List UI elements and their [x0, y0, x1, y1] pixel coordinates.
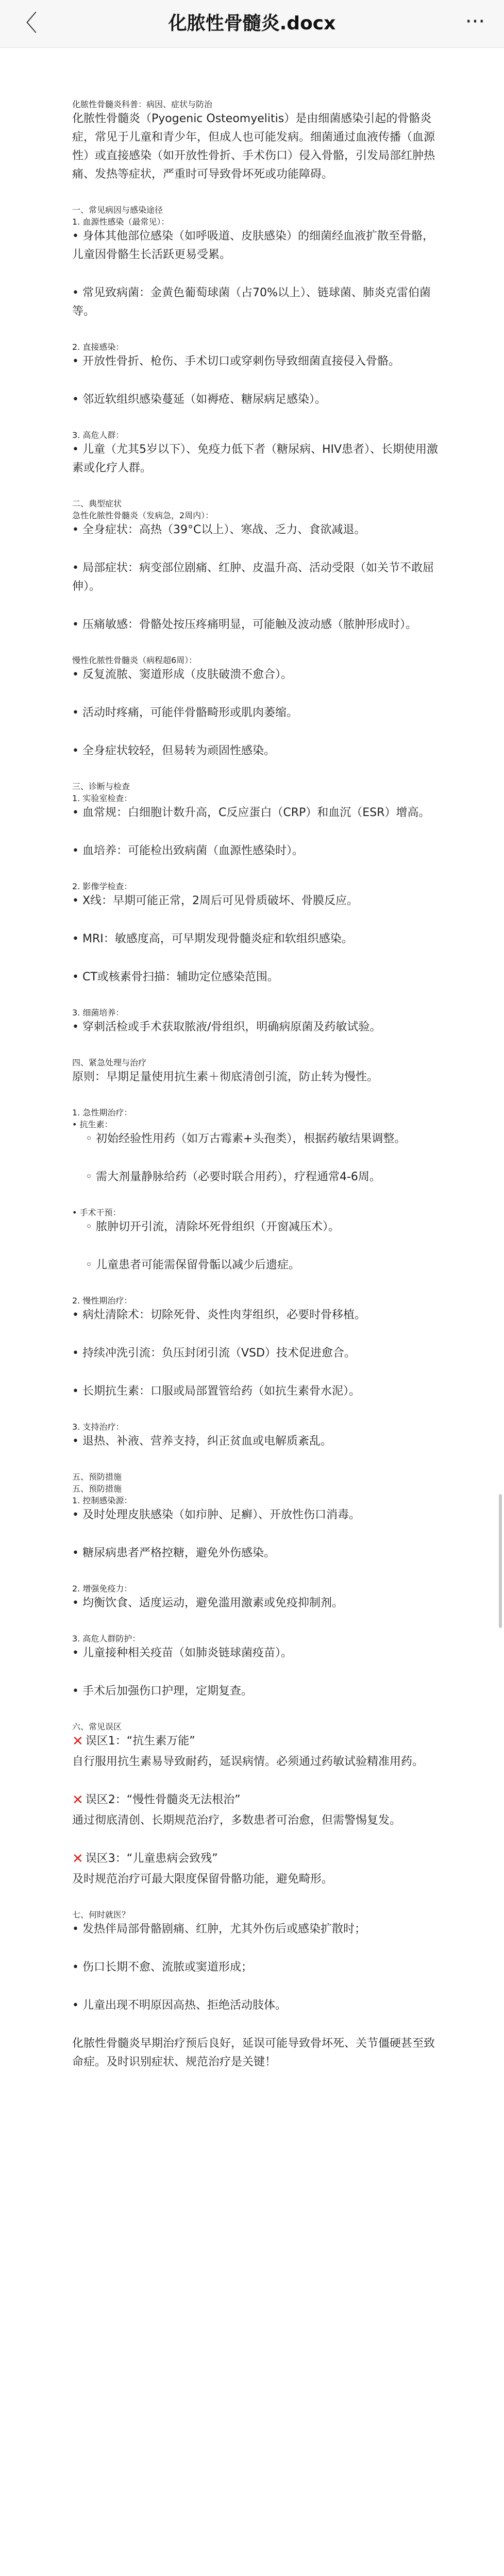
paragraph-text: 1. 急性期治疗：: [72, 1108, 132, 1117]
paragraph-text: 化脓性骨髓炎（Pyogenic Osteomyelitis）是由细菌感染引起的骨骼炎症，常见于儿童和青少年，但成人也可能发病。细菌通过血液传播（血源性）或直接感染（如开放性骨折、手术伤口）侵入骨骼，引发局部红肿热痛、发热等症状，严重时可导致骨坏死或功能障碍。: [72, 112, 435, 181]
doc-paragraph: [72, 930, 440, 948]
doc-paragraph: [72, 892, 440, 910]
doc-heading: [72, 1056, 440, 1068]
doc-paragraph: [72, 1811, 440, 1830]
paragraph-text: 五、预防措施: [72, 1484, 122, 1494]
doc-paragraph: [72, 1306, 440, 1325]
doc-heading: [72, 1494, 440, 1506]
doc-paragraph: [72, 352, 440, 371]
document-title: 化脓性骨髓炎.docx: [168, 13, 336, 34]
red-cross-icon: ✕: [72, 1734, 83, 1749]
paragraph-text: • 手术干预：: [72, 1208, 121, 1217]
doc-paragraph: [72, 666, 440, 684]
paragraph-text: • 压痛敏感：骨骼处按压疼痛明显，可能触及波动感（脓肿形成时）。: [72, 618, 417, 631]
doc-paragraph: [72, 616, 440, 634]
paragraph-text: 七、何时就医？: [72, 1910, 130, 1920]
paragraph-text: ◦ 脓肿切开引流，清除坏死骨组织（开窗减压术）。: [86, 1221, 340, 1233]
doc-paragraph: [72, 1920, 440, 1939]
paragraph-text: 四、紧急处理与治疗: [72, 1058, 147, 1067]
red-cross-icon: ✕: [72, 1851, 83, 1867]
paragraph-text: 慢性化脓性骨髓炎（病程超6周）：: [72, 655, 197, 665]
doc-heading: [72, 1294, 440, 1306]
chevron-left-icon[interactable]: 〈: [14, 10, 37, 37]
doc-paragraph: [72, 1256, 440, 1275]
doc-heading: [72, 497, 440, 509]
doc-paragraph: [72, 968, 440, 987]
doc-paragraph: [72, 1018, 440, 1037]
more-dots-icon[interactable]: ···: [465, 10, 485, 33]
doc-paragraph: [72, 440, 440, 478]
doc-paragraph: [72, 1732, 440, 1751]
doc-heading: [72, 1118, 440, 1130]
paragraph-text: 2. 影像学检查：: [72, 882, 132, 891]
paragraph-text: ◦ 初始经验性用药（如万古霉素+头孢类），根据药敏结果调整。: [86, 1132, 406, 1145]
doc-heading: [72, 341, 440, 352]
paragraph-text: • 持续冲洗引流：负压封闭引流（VSD）技术促进愈合。: [72, 1347, 356, 1360]
paragraph-text: • 血培养：可能检出致病菌（血源性感染时）。: [72, 844, 304, 857]
paragraph-text: • 伤口长期不愈、流脓或窦道形成；: [72, 1961, 253, 1974]
paragraph-text: 一、常见病因与感染途径: [72, 205, 163, 215]
paragraph-text: 六、常见误区: [72, 1722, 122, 1732]
paragraph-text: • CT或核素骨扫描：辅助定位感染范围。: [72, 971, 279, 984]
paragraph-text: • 手术后加强伤口护理，定期复查。: [72, 1685, 253, 1698]
paragraph-text: • 儿童（尤其5岁以下）、免疫力低下者（糖尿病、HIV患者）、长期使用激素或化疗人群。: [72, 443, 439, 474]
doc-paragraph: [72, 1068, 440, 1087]
paragraph-text: • MRI：敏感度高，可早期发现骨髓炎症和软组织感染。: [72, 933, 353, 945]
paragraph-text: 误区2：“慢性骨髓炎无法根治”: [85, 1793, 241, 1806]
doc-heading: [72, 1206, 440, 1218]
doc-paragraph: [72, 2035, 440, 2072]
document-page: [72, 57, 440, 2072]
paragraph-text: 误区1：“抗生素万能”: [85, 1735, 195, 1748]
doc-paragraph: [72, 1753, 440, 1771]
doc-heading: [72, 880, 440, 892]
paragraph-text: • 均衡饮食、适度运动，避免滥用激素或免疫抑制剂。: [72, 1597, 343, 1609]
doc-paragraph: [72, 1544, 440, 1563]
doc-paragraph: [72, 391, 440, 409]
doc-paragraph: [72, 1682, 440, 1701]
doc-heading: [72, 792, 440, 804]
paragraph-text: • 抗生素：: [72, 1120, 113, 1129]
paragraph-text: 化脓性骨髓炎科普：病因、症状与防治: [72, 99, 213, 109]
doc-heading: [72, 1470, 440, 1482]
doc-heading: [72, 1006, 440, 1018]
paragraph-text: 化脓性骨髓炎早期治疗预后良好，延误可能导致骨坏死、关节僵硬甚至致命症。及时识别症状、规范治疗是关键！: [72, 2037, 435, 2069]
paragraph-text: • 糖尿病患者严格控糖，避免外伤感染。: [72, 1547, 275, 1560]
paragraph-text: 二、典型症状: [72, 499, 122, 509]
paragraph-text: 三、诊断与检查: [72, 782, 130, 791]
doc-paragraph: [72, 1432, 440, 1451]
paragraph-text: • 常见致病菌：金黄色葡萄球菌（占70%以上）、链球菌、肺炎克雷伯菌等。: [72, 286, 431, 318]
doc-paragraph: [72, 1644, 440, 1663]
paragraph-text: 1. 控制感染源：: [72, 1496, 132, 1505]
doc-heading: [72, 1720, 440, 1732]
doc-paragraph: [72, 1870, 440, 1889]
paragraph-text: 原则：早期足量使用抗生素＋彻底清创引流，防止转为慢性。: [72, 1071, 379, 1083]
doc-paragraph: [72, 1130, 440, 1148]
paragraph-text: ◦ 儿童患者可能需保留骨骺以减少后遗症。: [86, 1259, 300, 1272]
document-viewer[interactable]: [0, 57, 504, 2576]
paragraph-text: • 血常规：白细胞计数升高，C反应蛋白（CRP）和血沉（ESR）增高。: [72, 806, 430, 819]
paragraph-text: • 发热伴局部骨骼剧痛、红肿，尤其外伤后或感染扩散时；: [72, 1923, 366, 1936]
doc-heading: [72, 780, 440, 792]
paragraph-text: • X线：早期可能正常，2周后可见骨质破坏、骨膜反应。: [72, 894, 359, 907]
paragraph-text: 通过彻底清创、长期规范治疗，多数患者可治愈，但需警惕复发。: [72, 1814, 401, 1827]
paragraph-text: • 及时处理皮肤感染（如疖肿、足癣）、开放性伤口消毒。: [72, 1509, 360, 1521]
paragraph-text: 3. 支持治疗：: [72, 1422, 124, 1432]
doc-heading: [72, 654, 440, 666]
doc-heading: [72, 215, 440, 227]
doc-paragraph: [72, 1344, 440, 1363]
doc-heading: [72, 1908, 440, 1920]
paragraph-text: 3. 高危人群：: [72, 430, 124, 440]
paragraph-text: • 身体其他部位感染（如呼吸道、皮肤感染）的细菌经血液扩散至骨骼，儿童因骨骼生长活跃更易受累。: [72, 230, 434, 261]
paragraph-text: 误区3：“儿童患病会致残”: [85, 1852, 218, 1865]
doc-paragraph: [72, 1168, 440, 1187]
paragraph-text: 3. 细菌培养：: [72, 1008, 124, 1018]
paragraph-text: • 退热、补液、营养支持，纠正贫血或电解质紊乱。: [72, 1435, 332, 1448]
paragraph-text: 1. 血源性感染（最常见）：: [72, 217, 170, 227]
paragraph-text: • 全身症状：高热（39°C以上）、寒战、乏力、食欲减退。: [72, 523, 366, 536]
paragraph-text: • 全身症状较轻，但易转为顽固性感染。: [72, 744, 275, 757]
doc-paragraph: [72, 284, 440, 321]
paragraph-text: • 儿童接种相关疫苗（如肺炎链球菌疫苗）。: [72, 1647, 292, 1659]
doc-heading: [72, 509, 440, 521]
paragraph-text: 自行服用抗生素易导致耐药，延误病情。必须通过药敏试验精准用药。: [72, 1755, 424, 1768]
doc-heading: [72, 98, 440, 110]
paragraph-text: • 穿刺活检或手术获取脓液/骨组织，明确病原菌及药敏试验。: [72, 1021, 381, 1033]
paragraph-text: • 开放性骨折、枪伤、手术切口或穿刺伤导致细菌直接侵入骨骼。: [72, 355, 400, 368]
paragraph-text: • 儿童出现不明原因高热、拒绝活动肢体。: [72, 1999, 287, 2012]
doc-paragraph: [72, 742, 440, 760]
doc-paragraph: [72, 842, 440, 860]
paragraph-text: • 病灶清除术：切除死骨、炎性肉芽组织，必要时骨移植。: [72, 1309, 366, 1321]
paragraph-text: 及时规范治疗可最大限度保留骨骼功能，避免畸形。: [72, 1873, 333, 1886]
doc-paragraph: [72, 559, 440, 596]
paragraph-text: 2. 直接感染：: [72, 342, 124, 352]
paragraph-text: • 长期抗生素：口服或局部置管给药（如抗生素骨水泥）。: [72, 1385, 360, 1398]
doc-heading: [72, 1632, 440, 1644]
doc-paragraph: [72, 1850, 440, 1868]
doc-paragraph: [72, 1791, 440, 1809]
paragraph-text: 2. 慢性期治疗：: [72, 1296, 132, 1306]
doc-heading: [72, 1582, 440, 1594]
doc-paragraph: [72, 1996, 440, 2015]
scrollbar[interactable]: [499, 1494, 502, 1628]
paragraph-text: • 反复流脓、窦道形成（皮肤破溃不愈合）。: [72, 668, 292, 681]
paragraph-text: 五、预防措施: [72, 1472, 122, 1482]
paragraph-text: 急性化脓性骨髓炎（发病急，2周内）：: [72, 511, 214, 520]
doc-heading: [72, 1106, 440, 1118]
paragraph-text: ◦ 需大剂量静脉给药（必要时联合用药），疗程通常4-6周。: [86, 1171, 381, 1183]
red-cross-icon: ✕: [72, 1792, 83, 1808]
doc-heading: [72, 429, 440, 440]
paragraph-text: 1. 实验室检查：: [72, 793, 132, 803]
doc-paragraph: [72, 1594, 440, 1613]
doc-heading: [72, 1420, 440, 1432]
doc-paragraph: [72, 1382, 440, 1401]
doc-paragraph: [72, 521, 440, 539]
doc-paragraph: [72, 704, 440, 722]
doc-paragraph: [72, 1958, 440, 1977]
paragraph-text: 3. 高危人群防护：: [72, 1634, 141, 1643]
paragraph-text: • 邻近软组织感染蔓延（如褥疮、糖尿病足感染）。: [72, 393, 326, 406]
paragraph-text: • 活动时疼痛，可能伴骨骼畸形或肌肉萎缩。: [72, 706, 298, 719]
paragraph-text: • 局部症状：病变部位剧痛、红肿、皮温升高、活动受限（如关节不敢屈伸）。: [72, 562, 434, 593]
top-bar: [0, 0, 504, 48]
doc-paragraph: [72, 804, 440, 822]
doc-heading: [72, 204, 440, 215]
paragraph-text: 2. 增强免疫力：: [72, 1584, 132, 1594]
doc-paragraph: [72, 110, 440, 184]
doc-paragraph: [72, 1506, 440, 1524]
doc-paragraph: [72, 1218, 440, 1236]
doc-heading: [72, 1482, 440, 1494]
doc-paragraph: [72, 227, 440, 264]
